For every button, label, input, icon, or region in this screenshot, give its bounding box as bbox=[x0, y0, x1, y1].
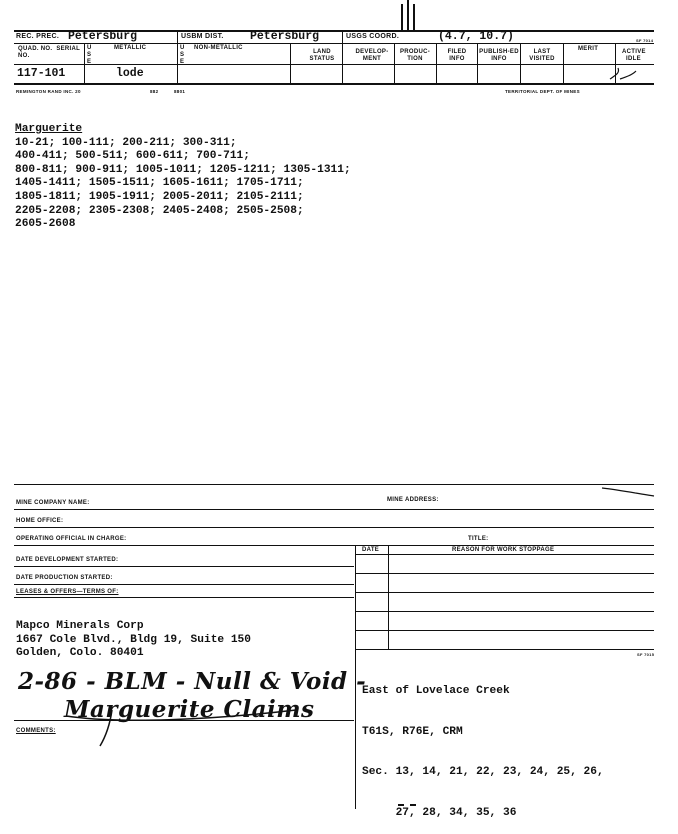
usgs-coord-value: (4.7, 10.7) bbox=[438, 30, 514, 43]
printer-code-1: 882 bbox=[150, 89, 159, 94]
col-published-info: PUBLISH-ED INFO bbox=[479, 49, 519, 62]
location-line: Sec. 13, 14, 21, 22, 23, 24, 25, 26, bbox=[362, 766, 604, 778]
binder-mark bbox=[407, 0, 409, 30]
form-number-bottom: SF 7015 bbox=[637, 652, 655, 657]
row-metallic: lode bbox=[116, 67, 144, 80]
edge-mark bbox=[398, 804, 404, 806]
location-line: T61S, R76E, CRM bbox=[362, 725, 463, 738]
usbm-dist-value: Petersburg bbox=[250, 30, 320, 43]
date-production-started-label: DATE PRODUCTION STARTED: bbox=[16, 575, 113, 581]
title-label: TITLE: bbox=[468, 536, 489, 542]
owner-address-block bbox=[16, 620, 251, 661]
leases-offers-label: LEASES & OFFERS—TERMS OF: bbox=[16, 589, 119, 595]
check-mark-icon bbox=[606, 65, 642, 83]
usbm-dist-label: USBM DIST. bbox=[181, 33, 224, 40]
claim-name: Marguerite bbox=[15, 123, 83, 135]
printer-code-2: 8801 bbox=[174, 89, 186, 94]
col-land-status: LAND STATUS bbox=[309, 49, 335, 62]
reason-column-header: REASON FOR WORK STOPPAGE bbox=[452, 547, 555, 553]
edge-mark bbox=[410, 804, 416, 806]
comments-label: COMMENTS: bbox=[16, 728, 56, 734]
claim-line: 800-811; 900-911; 1005-1011; 1205-1211; 1305-1311; bbox=[15, 163, 351, 176]
binder-mark bbox=[401, 4, 403, 30]
location-line: East of Lovelace Creek bbox=[362, 685, 510, 697]
binder-mark bbox=[413, 4, 415, 30]
col-development: DEVELOP-MENT bbox=[355, 49, 389, 62]
claim-line: 400-411; 500-511; 600-611; 700-711; bbox=[15, 150, 250, 163]
operating-official-label: OPERATING OFFICIAL IN CHARGE: bbox=[16, 536, 127, 542]
mine-address-label: MINE ADDRESS: bbox=[387, 497, 439, 503]
claim-line: 1805-1811; 1905-1911; 2005-2011; 2105-2111; bbox=[15, 190, 304, 203]
col-quad-serial bbox=[18, 46, 82, 60]
col-filed-info: FILED INFO bbox=[447, 49, 467, 62]
rec-prec-value: Petersburg bbox=[68, 30, 138, 43]
col-use-nonmetallic: U S E bbox=[180, 45, 185, 65]
handwritten-note-line-1: 2-86 - BLM - Null & Void - bbox=[18, 668, 367, 695]
col-idle: IDLE bbox=[626, 56, 641, 62]
location-block bbox=[362, 658, 604, 834]
col-merit: MERIT bbox=[578, 46, 599, 52]
claim-line: 2205-2208; 2305-2308; 2405-2408; 2505-2508; bbox=[15, 204, 304, 217]
col-non-metallic: NON-METALLIC bbox=[194, 45, 243, 51]
location-line: 27, 28, 34, 35, 36 bbox=[362, 806, 517, 819]
date-column-header: DATE bbox=[362, 547, 380, 553]
department-imprint: TERRITORIAL DEPT. OF MINES bbox=[505, 89, 580, 94]
row-serial: 117-101 bbox=[17, 67, 66, 80]
col-serial-no: SERIAL NO. bbox=[18, 46, 81, 59]
col-active: ACTIVE bbox=[622, 49, 646, 55]
mine-company-name-label: MINE COMPANY NAME: bbox=[16, 500, 90, 506]
claim-line: 10-21; 100-111; 200-211; 300-311; bbox=[15, 136, 237, 149]
col-production: PRODUC-TION bbox=[399, 49, 431, 62]
owner-line: Golden, Colo. 80401 bbox=[16, 647, 144, 659]
handwriting-flourish bbox=[60, 690, 310, 750]
owner-line: Mapco Minerals Corp bbox=[16, 620, 144, 632]
owner-line: 1667 Cole Blvd., Bldg 19, Suite 150 bbox=[16, 633, 251, 646]
home-office-label: HOME OFFICE: bbox=[16, 518, 64, 524]
col-metallic: METALLIC bbox=[114, 45, 147, 51]
printer-imprint: REMINGTON RAND INC. 20 bbox=[16, 89, 81, 94]
claim-block bbox=[15, 123, 351, 232]
claim-line: 1405-1411; 1505-1511; 1605-1611; 1705-1711; bbox=[15, 177, 304, 190]
rec-prec-label: REC. PREC. bbox=[16, 33, 60, 40]
claim-line: 2605-2608 bbox=[15, 218, 76, 231]
handwritten-note-line-2: Marguerite Claims bbox=[64, 696, 315, 723]
date-development-started-label: DATE DEVELOPMENT STARTED: bbox=[16, 557, 119, 563]
col-quad-no: QUAD. NO. bbox=[18, 46, 53, 52]
col-last-visited: LAST VISITED bbox=[529, 49, 555, 62]
ink-stroke bbox=[600, 484, 656, 500]
form-number-top: SF 7014 bbox=[636, 38, 654, 43]
usgs-coord-label: USGS COORD. bbox=[346, 33, 400, 40]
col-use-metallic: U S E bbox=[87, 45, 92, 65]
